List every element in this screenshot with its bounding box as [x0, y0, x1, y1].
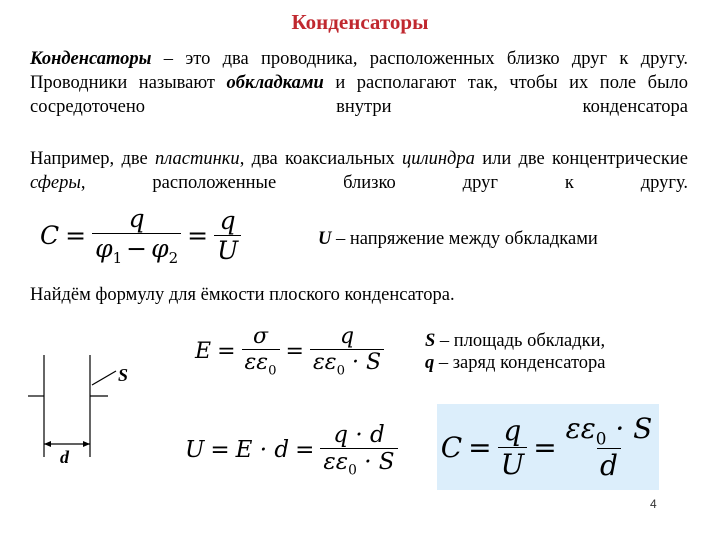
slide-title: Конденсаторы [291, 10, 429, 34]
formula-equals-2: = [187, 220, 209, 250]
page-number: 4 [650, 497, 657, 511]
capacitance-formula [40, 200, 241, 270]
area-pointer [92, 371, 116, 385]
result-formula-box: C = $\frac{q}{U}$ = $\frac{\varepsilon\varepsilon_0 \cdot S}{d}$ [437, 404, 659, 490]
example-word-spheres: сферы [30, 173, 81, 193]
task-line: Найдём формулу для ёмкости плоского конденсатора. [30, 285, 455, 305]
sigma-denominator: $\varepsilon\varepsilon_0$ [242, 349, 280, 378]
example-text-3: или две концентрические [474, 149, 688, 169]
fraction-denominator: $\varphi_1 - \varphi_2$ [92, 233, 181, 267]
fraction-q-over-potential-difference [92, 204, 181, 267]
definition-text-1: – это два проводника, расположенных близко друг к другу. Проводники называют [30, 49, 688, 93]
plates-term: обкладками [226, 73, 324, 93]
fraction-q-over-area [310, 324, 384, 378]
result-lhs: C [440, 430, 463, 464]
fraction-numerator: q [128, 203, 145, 233]
result-numerator: $\varepsilon\varepsilon_0 \cdot S$ [565, 411, 653, 449]
voltage-mid: E · d [235, 437, 290, 463]
result-fraction-q-over-u [498, 414, 528, 481]
fraction-numerator-2: q [219, 205, 236, 235]
definition-paragraph [30, 47, 688, 119]
legend-q-symbol: q [425, 353, 435, 373]
capacitor-diagram [20, 345, 150, 475]
result-q: q [503, 413, 522, 447]
fraction-sigma [242, 324, 280, 378]
example-paragraph [30, 147, 688, 195]
arrowhead-left [44, 441, 51, 447]
fraction-denominator-2: U [214, 235, 241, 265]
result-d: d [597, 448, 621, 482]
example-text-4: , расположенные близко друг к другу. [80, 173, 688, 193]
distance-label: d [60, 447, 69, 467]
example-text-2: , два коаксиальных [239, 149, 403, 169]
formula-lhs: C [40, 220, 60, 250]
voltage-symbol: U [318, 229, 332, 249]
area-label: S [118, 365, 129, 385]
arrowhead-right [83, 441, 90, 447]
formula-equals: = [65, 220, 87, 250]
sigma-numerator: σ [252, 323, 269, 349]
example-word-cylinder: цилиндра [402, 149, 475, 169]
legend-q-text: – заряд конденсатора [434, 353, 606, 373]
example-word-plates: пластинки [154, 149, 240, 169]
qd-denominator: $\varepsilon\varepsilon_0 \cdot S$ [320, 448, 397, 479]
q-numerator: q [339, 323, 355, 349]
legend [425, 330, 606, 374]
voltage-note-text: – напряжение между обкладками [331, 229, 598, 249]
result-fraction-area-over-d [563, 412, 656, 483]
qd-numerator: q · d [333, 421, 385, 448]
q-area-denominator: $\varepsilon\varepsilon_0 \cdot S$ [310, 349, 384, 378]
definition-term: Конденсаторы [30, 49, 152, 69]
fraction-q-over-u [214, 206, 241, 265]
field-lhs: E [195, 338, 212, 364]
legend-s-text: – площадь обкладки, [435, 331, 606, 351]
result-u: U [498, 447, 528, 481]
fraction-qd [320, 422, 397, 479]
definition-text-2: и располагают так, чтобы их поле было сосредоточено внутри конденсатора [30, 73, 688, 117]
voltage-note [318, 229, 598, 250]
voltage-formula: U = E · d = $\frac{q \cdot d}{\varepsilon\varepsilon_0 \cdot S}$ [185, 414, 398, 486]
voltage-lhs: U [185, 437, 205, 463]
field-formula: E = $\frac{\sigma}{\varepsilon\varepsilon_0}$ = $\frac{q}{\varepsilon\varepsilon_0 \cdot S}$ [195, 318, 384, 384]
legend-s-symbol: S [425, 331, 436, 351]
example-text-1: Например, две [30, 149, 155, 169]
